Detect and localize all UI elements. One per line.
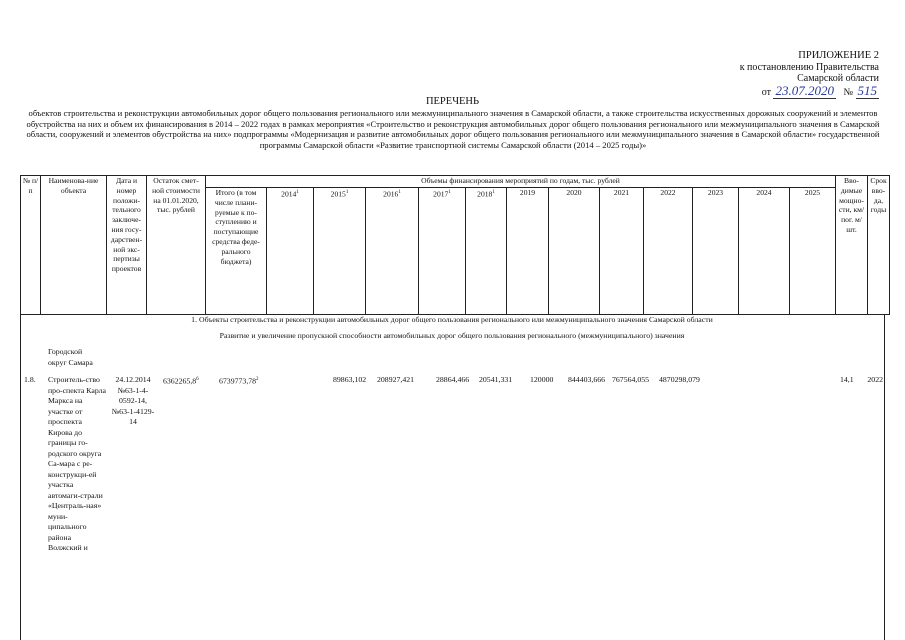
- appendix-line2: Самарской области: [797, 73, 879, 84]
- handwritten-date: 23.07.2020: [775, 82, 834, 98]
- row-name: Строитель-ство про-спекта Карла Маркса на участке от проспекта Кирова до границы го-родского округа Са-мара с ре-конструкци-ей участка автомаги-страли «Централь-ная» муни-ципального района Волжский и: [48, 375, 106, 552]
- header-year: 2021: [600, 188, 644, 315]
- document-subtitle: объектов строительства и реконструкции автомобильных дорог общего пользования регионального или межмуниципального значения в Самарской области, а также строительства искусственных дорожных сооружений и элементов обустройства на них и объем их финансирования в 2014 – 2022 годах в рамках мероприятия «Строительство и реконструкция автомобильных дорог общего пользования регионального или межмуниципального значения в Самарской области, сооружений и элементов обустройства на них» подпрограммы «Модернизация и развитие автомобильных дорог общего пользования регионального или межмуниципального значения в Самарской области» государственной программы Самарской области «Развитие транспортной системы Самарской области (2014 – 2025 годы)»: [26, 108, 880, 150]
- handwritten-number: 515: [857, 82, 877, 98]
- header-name: Наименова-ние объекта: [41, 176, 107, 315]
- header-volumes: Объемы финансирования мероприятий по годам, тыс. рублей: [206, 176, 836, 188]
- number-prefix: №: [843, 86, 853, 98]
- header-year: 2022: [644, 188, 693, 315]
- row-value-2018: 20541,331: [479, 375, 513, 384]
- district-label: Городской округ Самара: [48, 347, 93, 367]
- row-value-2016: 208927,421: [377, 375, 415, 384]
- row-num: 1.8.: [24, 375, 36, 384]
- header-total: Итого (в том числе плани-руемые к по-ступлению и поступающие средства феде-рального бюджета): [206, 188, 267, 315]
- row-value-2017: 28864,466: [436, 375, 470, 384]
- header-table: [20, 175, 890, 315]
- appendix-block: [740, 50, 879, 98]
- row-capacity: 14,1: [840, 375, 854, 384]
- section-heading-2: Развитие и увеличение пропускной способности автомобильных дорог общего пользования регионального (межмуниципального) значения: [219, 331, 685, 340]
- header-num: № п/п: [21, 176, 41, 315]
- header-year: 2025: [790, 188, 836, 315]
- header-year: 2016$^1$: [366, 188, 419, 315]
- row-value-2015: 89863,102: [333, 375, 367, 384]
- header-year: 2015$^1$: [314, 188, 366, 315]
- row-rest: 6362265,8$^6$: [163, 376, 199, 386]
- header-year: 2024: [739, 188, 790, 315]
- row-value-2021: 767564,055: [612, 375, 650, 384]
- header-rest: Остаток смет-ной стоимости на 01.01.2020, тыс. рублей: [147, 176, 206, 315]
- section-heading-1: 1. Объекты строительства и реконструкции автомобильных дорог общего пользования регионального или межмуниципального значения Самарской области: [191, 315, 713, 324]
- header-date: Дата и номер положи-тельного заключе-ния госу-дарствен-ной экс-пертизы проектов: [107, 176, 147, 315]
- header-year: 2018$^1$: [466, 188, 507, 315]
- row-value-2022: 4870298,079: [659, 375, 700, 384]
- header-year: 2019: [507, 188, 549, 315]
- table-border-right: [884, 314, 885, 640]
- date-prefix: от: [761, 86, 771, 98]
- header-year: 2020: [549, 188, 600, 315]
- header-year: 2023: [693, 188, 739, 315]
- table-border-left: [20, 314, 21, 640]
- row-value-2020: 844403,666: [568, 375, 606, 384]
- header-capacity: Вво-димые мощно-сти, км/ пог. м/шт.: [836, 176, 868, 315]
- document-title: ПЕРЕЧЕНЬ: [425, 96, 480, 107]
- appendix-title: ПРИЛОЖЕНИЕ 2: [798, 50, 879, 61]
- header-term: Срок вво-да, годы: [868, 176, 890, 315]
- row-total: 6739773,78$^2$: [219, 376, 259, 386]
- appendix-line1: к постановлению Правительства: [739, 61, 879, 73]
- row-value-2019: 120000: [530, 375, 554, 384]
- row-date: 24.12.2014 №63-1-4-0592-14, №63-1-4129-14: [111, 375, 155, 426]
- header-year: 2017$^1$: [419, 188, 466, 315]
- row-term: 2022: [867, 375, 883, 384]
- header-year: 2014$^1$: [267, 188, 314, 315]
